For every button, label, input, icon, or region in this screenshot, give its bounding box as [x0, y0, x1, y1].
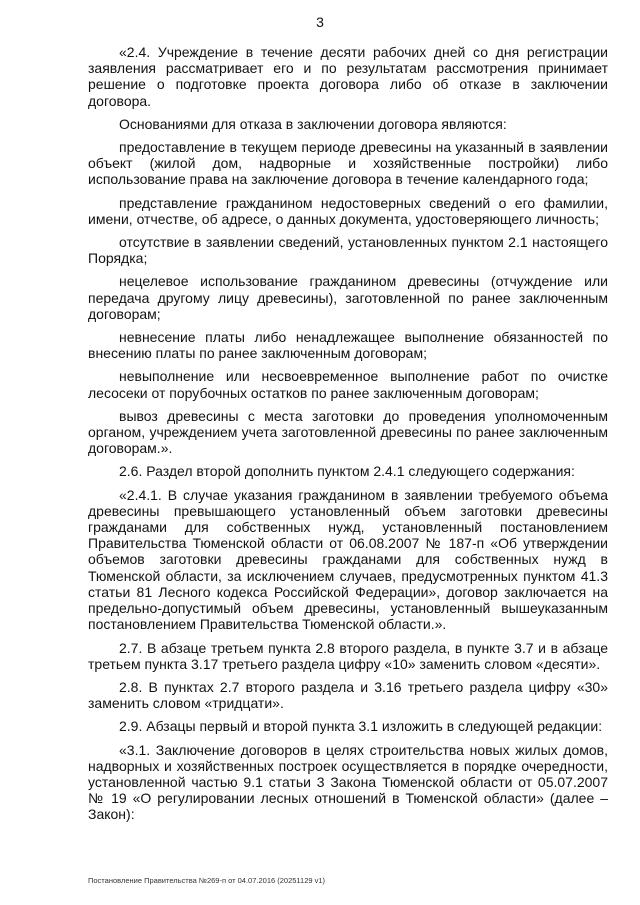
page-number: 3 — [316, 14, 324, 30]
paragraph-ground-4: нецелевое использование гражданином древесины (отчуждение или передача другому лицу древесины), заготовленной по ранее заключенным договорам; — [88, 273, 608, 322]
paragraph-refusal-grounds: Основаниями для отказа в заключении договора являются: — [119, 115, 507, 132]
paragraph-ground-2: представление гражданином недостоверных сведений о его фамилии, имени, отчестве, об адресе, о данных документа, удостоверяющего личность; — [88, 194, 608, 227]
paragraph-2-6: 2.6. Раздел второй дополнить пунктом 2.4.1 следующего содержания: — [119, 463, 575, 480]
paragraph-2-9: 2.9. Абзацы первый и второй пункта 3.1 изложить в следующей редакции: — [119, 718, 603, 735]
paragraph-2-7: 2.7. В абзаце третьем пункта 2.8 второго раздела, в пункте 3.7 и в абзаце третьем пункта 3.17 третьего раздела цифру «10» заменить словом «десяти». — [88, 639, 608, 672]
paragraph-ground-7: вывоз древесины с места заготовки до проведения уполномоченным органом, учреждением учета заготовленной древесины по ранее заключенным договорам.». — [88, 407, 608, 457]
paragraph-ground-3: отсутствие в заявлении сведений, установленных пунктом 2.1 настоящего Порядка; — [88, 234, 608, 267]
paragraph-2-4-1: «2.4.1. В случае указания гражданином в заявлении требуемого объема древесины превышающего установленный объем заготовки древесины гражданами для собственных нужд, установленный постановлением Правительства Тюменской области от 06.08.2007 № 187-п «Об утверждении объемов заготовки древесины гражданами для собственных нужд в Тюменской области, за исключением случаев, предусмотренных пунктом 41.3 статьи 81 Лесного кодекса Российской Федерации», договор заключается на предельно-допустимый объем древесины, установленный вышеуказанным постановлением Правительства Тюменской области.». — [88, 486, 608, 633]
paragraph-2-4: «2.4. Учреждение в течение десяти рабочих дней со дня регистрации заявления рассматривает его и по результатам рассмотрения принимает решение о подготовке проекта договора либо об отказе в заключении договора. — [88, 44, 608, 109]
paragraph-ground-1: предоставление в текущем периоде древесины на указанный в заявлении объект (жилой дом, надворные и хозяйственные постройки) либо использование права на заключение договора в течение календарного года; — [88, 139, 608, 188]
paragraph-ground-6: невыполнение или несвоевременное выполнение работ по очистке лесосеки от порубочных остатков по ранее заключенным договорам; — [88, 368, 608, 401]
document-body — [88, 44, 608, 830]
paragraph-2-8: 2.8. В пунктах 2.7 второго раздела и 3.16 третьего раздела цифру «30» заменить словом «тридцати». — [88, 678, 608, 712]
paragraph-3-1: «3.1. Заключение договоров в целях строительства новых жилых домов, надворных и хозяйственных построек осуществляется в порядке очередности, установленной частью 9.1 статьи 3 Закона Тюменской области от 05.07.2007 № 19 «О регулировании лесных отношений в Тюменской области» (далее – Закон): — [88, 741, 608, 823]
document-footer: Постановление Правительства №269-п от 04.07.2016 (20251129 v1) — [88, 876, 326, 885]
paragraph-ground-5: невнесение платы либо ненадлежащее выполнение обязанностей по внесению платы по ранее заключенным договорам; — [88, 329, 608, 362]
